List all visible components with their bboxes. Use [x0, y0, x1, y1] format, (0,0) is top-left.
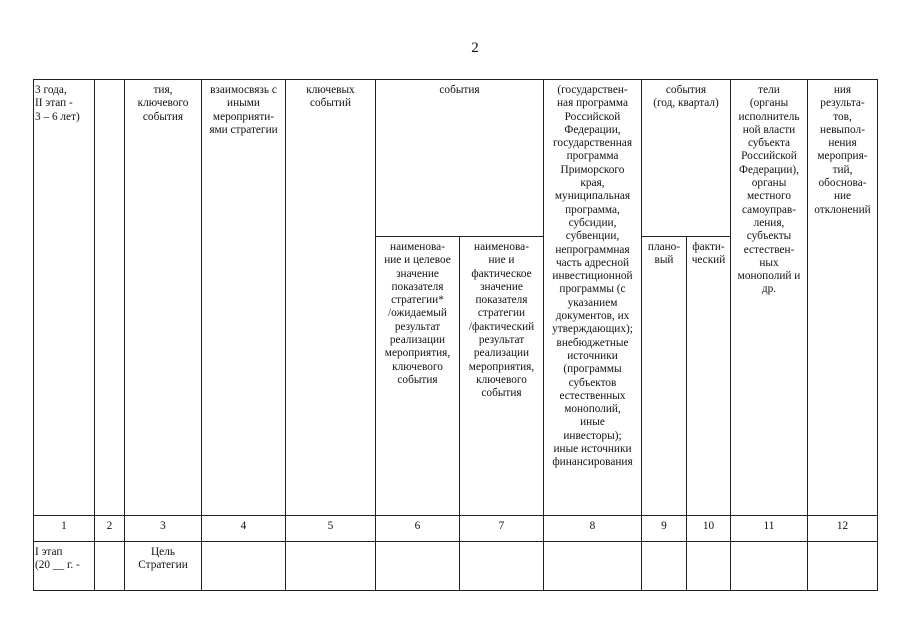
header-cell-2 — [95, 80, 125, 516]
table-cell — [460, 542, 544, 591]
column-number: 2 — [95, 516, 125, 542]
column-number: 1 — [34, 516, 95, 542]
page-number: 2 — [471, 40, 479, 56]
subheader-cell-10: факти- ческий — [687, 237, 731, 516]
table-cell — [202, 542, 286, 591]
table-cell — [286, 542, 376, 591]
stage-cell: I этап (20 __ г. - — [34, 542, 95, 591]
column-number: 11 — [731, 516, 808, 542]
table-cell — [376, 542, 460, 591]
column-number-row — [34, 516, 878, 542]
table-cell — [687, 542, 731, 591]
strategy-table — [33, 79, 878, 591]
column-number: 9 — [642, 516, 687, 542]
header-cell-9-10: события (год, квартал) — [642, 80, 731, 237]
goal-cell: Цель Стратегии — [125, 542, 202, 591]
column-number: 8 — [544, 516, 642, 542]
subheader-cell-6: наименова- ние и целевое значение показателя стратегии* /ожидаемый результат реализации мероприятия, ключевого события — [376, 237, 460, 516]
header-cell-11: тели (органы исполнитель ной власти субъекта Российской Федерации), органы местного самоуправ- ления, субъекты естествен- ных монополий и др. — [731, 80, 808, 516]
header-cell-12: ния результа- тов, невыпол- нения мероприя- тий, обоснова- ние отклонений — [808, 80, 878, 516]
column-number: 12 — [808, 516, 878, 542]
column-number: 3 — [125, 516, 202, 542]
table-cell — [731, 542, 808, 591]
table-cell — [544, 542, 642, 591]
column-number: 4 — [202, 516, 286, 542]
header-row — [34, 80, 878, 237]
table-row — [34, 542, 878, 591]
header-cell-1: 3 года, II этап - 3 – 6 лет) — [34, 80, 95, 516]
header-cell-8: (государствен- ная программа Российской Федерации, государственная программа Приморского края, муниципальная программа, субсидии, субвенции, непрограммная часть адресной инвестиционной программы (с указанием документов, их утверждающих); внебюджетные источники (программы субъектов естественных монополий, иные инвесторы); иные источники финансирования — [544, 80, 642, 516]
column-number: 7 — [460, 516, 544, 542]
column-number: 5 — [286, 516, 376, 542]
header-cell-6-7: события — [376, 80, 544, 237]
table-cell — [642, 542, 687, 591]
header-cell-3: тия, ключевого события — [125, 80, 202, 516]
header-cell-5: ключевых событий — [286, 80, 376, 516]
table-cell — [808, 542, 878, 591]
subheader-cell-7: наименова- ние и фактическое значение показателя стратегии /фактический результат реализации мероприятия, ключевого события — [460, 237, 544, 516]
header-cell-4: взаимосвязь с иными мероприяти- ями стратегии — [202, 80, 286, 516]
column-number: 6 — [376, 516, 460, 542]
table-cell — [95, 542, 125, 591]
column-number: 10 — [687, 516, 731, 542]
subheader-cell-9: плано- вый — [642, 237, 687, 516]
